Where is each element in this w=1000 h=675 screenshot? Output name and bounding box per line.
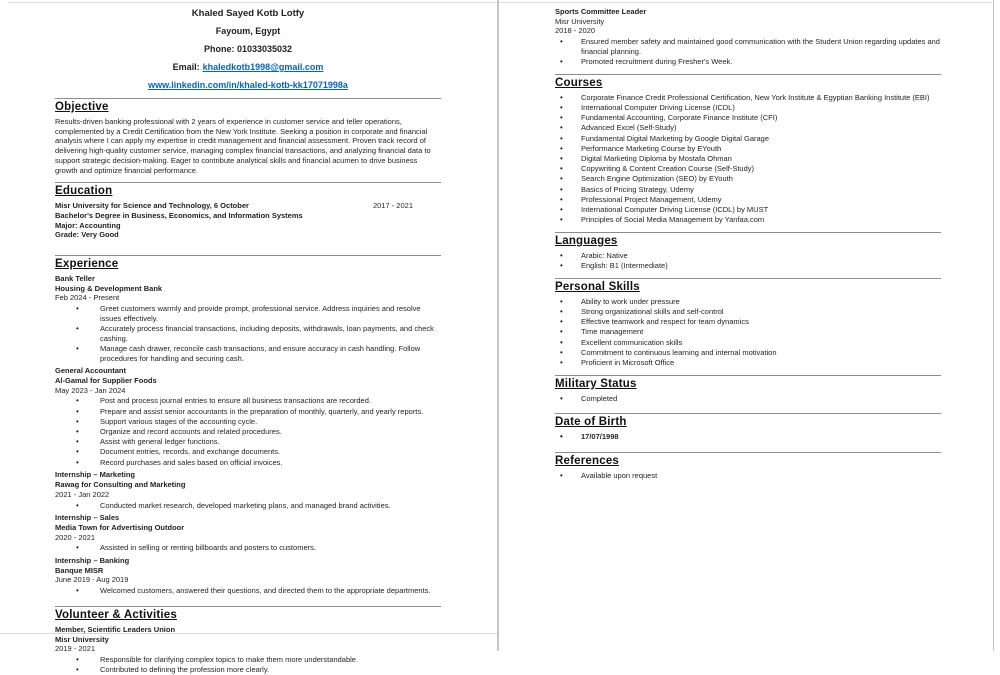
job-title: Internship – Sales xyxy=(55,513,120,523)
job-bullet-list xyxy=(55,543,441,553)
job-company: Media Town for Advertising Outdoor xyxy=(55,522,185,532)
languages-heading: Languages xyxy=(555,234,618,247)
bullet-item: • Fundamental Digital Marketing by Google Digital Garage xyxy=(555,134,941,144)
job-entry-internship-sales xyxy=(55,513,441,553)
job-dates: Feb 2024 - Present xyxy=(55,293,120,303)
personal-skills-heading: Personal Skills xyxy=(555,280,640,293)
job-company: Banque MISR xyxy=(55,565,104,575)
page-top-edge xyxy=(8,2,992,3)
courses-heading: Courses xyxy=(555,76,603,89)
email-link[interactable]: khaledkotb1998@gmail.com xyxy=(202,62,324,72)
page-divider xyxy=(497,0,499,651)
bullet-item: • Time management xyxy=(555,327,941,337)
job-company: Rawag for Consulting and Marketing xyxy=(55,480,186,490)
job-entry-general-accountant xyxy=(55,366,441,467)
candidate-name: Khaled Sayed Kotb Lotfy xyxy=(191,8,305,19)
bullet-item: • Post and process journal entries to ensure all business transactions are recorded. xyxy=(55,396,441,406)
bullet-item: • Assist with general ledger functions. xyxy=(55,437,441,447)
volunteer-bullet-list xyxy=(555,37,941,67)
job-entry-internship-banking xyxy=(55,556,441,596)
job-title: Bank Teller xyxy=(55,274,95,284)
bullet-item: • Commitment to continuous learning and internal motivation xyxy=(555,348,941,358)
bullet-item: • Basics of Pricing Strategy, Udemy xyxy=(555,185,941,195)
job-company: Housing & Development Bank xyxy=(55,283,163,293)
volunteer-entry-scientific-leaders xyxy=(55,625,441,675)
volunteer-role: Sports Committee Leader xyxy=(555,7,647,16)
bullet-item: • Manage cash drawer, reconcile cash transactions, and ensure accuracy in cash handling. Follow procedures for handling and securing cash. xyxy=(55,344,441,363)
job-dates: June 2019 - Aug 2019 xyxy=(55,575,129,585)
bullet-item: • Strong organizational skills and self-control xyxy=(555,307,941,317)
bullet-item: • Greet customers warmly and provide prompt, professional service. Address inquiries and resolve issues effectively. xyxy=(55,304,441,323)
bullet-item: • Corporate Finance Credit Professional Certification, New York Institute & Egyptian Banking Institute (EBI) xyxy=(555,93,941,103)
education-grade: Grade: Very Good xyxy=(55,230,119,240)
job-company: Al-Gamal for Supplier Foods xyxy=(55,376,157,386)
bullet-item: • Principles of Social Media Management by Yanfaa.com xyxy=(555,215,941,225)
military-status-heading: Military Status xyxy=(555,377,637,390)
linkedin-link[interactable]: www.linkedin.com/in/khaled-kotb-kk17071998a xyxy=(148,80,348,90)
personal-skills-list xyxy=(555,297,941,368)
section-volunteer-activities xyxy=(55,606,441,675)
cv-header xyxy=(55,8,441,91)
section-languages xyxy=(555,232,941,271)
bullet-item: • Promoted recruitment during Fresher's Week. xyxy=(555,57,941,67)
volunteer-dates: 2018 - 2020 xyxy=(555,26,596,36)
section-courses xyxy=(555,74,941,225)
job-bullet-list xyxy=(55,396,441,467)
job-dates: May 2023 - Jan 2024 xyxy=(55,385,126,395)
section-personal-skills xyxy=(555,278,941,368)
bullet-item: • Available upon request xyxy=(555,471,941,481)
bullet-item: • Support various stages of the accounting cycle. xyxy=(55,417,441,427)
bullet-item: • Fundamental Accounting, Corporate Finance Institute (CFI) xyxy=(555,113,941,123)
section-references xyxy=(555,452,941,481)
education-institution: Misr University for Science and Technology, 6 October xyxy=(55,201,249,211)
bullet-item: • Effective teamwork and respect for team dynamics xyxy=(555,317,941,327)
bullet-item: • Advanced Excel (Self-Study) xyxy=(555,123,941,133)
volunteer-role: Member, Scientific Leaders Union xyxy=(55,624,176,634)
bullet-item: • Performance Marketing Course by EYouth xyxy=(555,144,941,154)
bullet-item: • Excellent communication skills xyxy=(555,338,941,348)
section-education xyxy=(55,182,441,240)
bullet-item: • Proficient in Microsoft Office xyxy=(555,358,941,368)
page-right-edge xyxy=(993,0,994,651)
references-heading: References xyxy=(555,455,620,468)
job-dates: 2020 - 2021 xyxy=(55,532,96,542)
education-heading: Education xyxy=(55,185,113,198)
bullet-item: • English: B1 (Intermediate) xyxy=(555,261,941,271)
bullet-item: • Ensured member safety and maintained good communication with the Student Union regarding updates and financial planning. xyxy=(555,37,941,56)
email-label: Email: xyxy=(172,62,200,72)
bullet-item: • Digital Marketing Diploma by Mostafa Ohman xyxy=(555,154,941,164)
bullet-item: • Document entries, records, and exchange documents. xyxy=(55,447,441,457)
job-bullet-list xyxy=(55,501,441,511)
job-title: Internship – Marketing xyxy=(55,470,136,480)
job-dates: 2021 - Jan 2022 xyxy=(55,489,110,499)
bullet-item: • Record purchases and sales based on official invoices. xyxy=(55,458,441,468)
volunteer-bullet-list xyxy=(55,655,441,675)
volunteer-entry-sports-committee xyxy=(555,7,941,67)
candidate-location: Fayoum, Egypt xyxy=(215,26,281,36)
courses-list xyxy=(555,93,941,225)
job-entry-bank-teller xyxy=(55,274,441,363)
bullet-item: • Ability to work under pressure xyxy=(555,297,941,307)
bullet-item: • Responsible for clarifying complex topics to make them more understandable. xyxy=(55,655,441,665)
bullet-item: • Search Engine Optimization (SEO) by EYouth xyxy=(555,174,941,184)
bullet-item: • Contributed to defining the profession more clearly. xyxy=(55,665,441,675)
bullet-item: • Arabic: Native xyxy=(555,251,941,261)
bullet-item: • Conducted market research, developed marketing plans, and managed brand activities. xyxy=(55,501,441,511)
candidate-email-line xyxy=(55,62,441,73)
objective-heading: Objective xyxy=(55,101,109,113)
resume-page-2 xyxy=(555,6,941,481)
languages-list xyxy=(555,251,941,271)
education-major: Major: Accounting xyxy=(55,220,121,230)
objective-text: Results-driven banking professional with 2 years of experience in customer service and teller operations, complemented by a Credit Certification from the New York Institute. Seeking a position in corporate and financial analysis where I can apply my expertise in credit management and financial assessment. Proven track record of delivering high-quality customer service, managing complex financial transactions, and analyzing financial data to support strategic decision-making. Eager to contribute analytical skills and financial acumen to drive business growth and optimize financial performance. xyxy=(55,117,431,175)
job-bullet-list xyxy=(55,304,441,363)
job-entry-internship-marketing xyxy=(55,470,441,510)
military-status-list xyxy=(555,394,941,404)
bullet-item: • International Computer Driving License (ICDL) by MUST xyxy=(555,205,941,215)
candidate-phone: Phone: 01033035032 xyxy=(203,44,293,54)
education-entry xyxy=(55,201,441,211)
education-degree: Bachelor's Degree in Business, Economics, and Information Systems xyxy=(55,210,303,220)
bullet-item: • Copywriting & Content Creation Course (Self-Study) xyxy=(555,164,941,174)
bullet-item: • Organize and record accounts and related procedures. xyxy=(55,427,441,437)
bullet-item: • Accurately process financial transactions, including deposits, withdrawals, loan payments, and check cashing. xyxy=(55,324,441,343)
bullet-item: • 17/07/1998 xyxy=(555,432,941,442)
volunteer-heading: Volunteer & Activities xyxy=(55,608,177,621)
bullet-item: • Assisted in selling or renting billboards and posters to customers. xyxy=(55,543,441,553)
bullet-item: • Prepare and assist senior accountants in the preparation of monthly, quarterly, and yearly reports. xyxy=(55,407,441,417)
section-date-of-birth xyxy=(555,413,941,442)
date-of-birth-list xyxy=(555,432,941,442)
references-list xyxy=(555,471,941,481)
bullet-item: • Professional Project Management, Udemy xyxy=(555,195,941,205)
volunteer-org: Misr University xyxy=(55,634,109,644)
bullet-item: • Welcomed customers, answered their questions, and directed them to the appropriate departments. xyxy=(55,586,441,596)
bullet-item: • International Computer Driving License (ICDL) xyxy=(555,103,941,113)
section-military-status xyxy=(555,375,941,404)
resume-page-1 xyxy=(55,8,441,675)
experience-heading: Experience xyxy=(55,258,119,271)
volunteer-dates: 2019 - 2021 xyxy=(55,644,96,654)
job-title: Internship – Banking xyxy=(55,556,130,566)
bullet-item: • Completed xyxy=(555,394,941,404)
job-title: General Accountant xyxy=(55,366,126,376)
section-objective xyxy=(55,98,441,175)
candidate-linkedin-line xyxy=(55,80,441,91)
date-of-birth-heading: Date of Birth xyxy=(555,416,627,429)
job-bullet-list xyxy=(55,586,441,596)
volunteer-org: Misr University xyxy=(555,16,605,26)
education-dates: 2017 - 2021 xyxy=(372,201,413,211)
section-experience xyxy=(55,255,441,596)
